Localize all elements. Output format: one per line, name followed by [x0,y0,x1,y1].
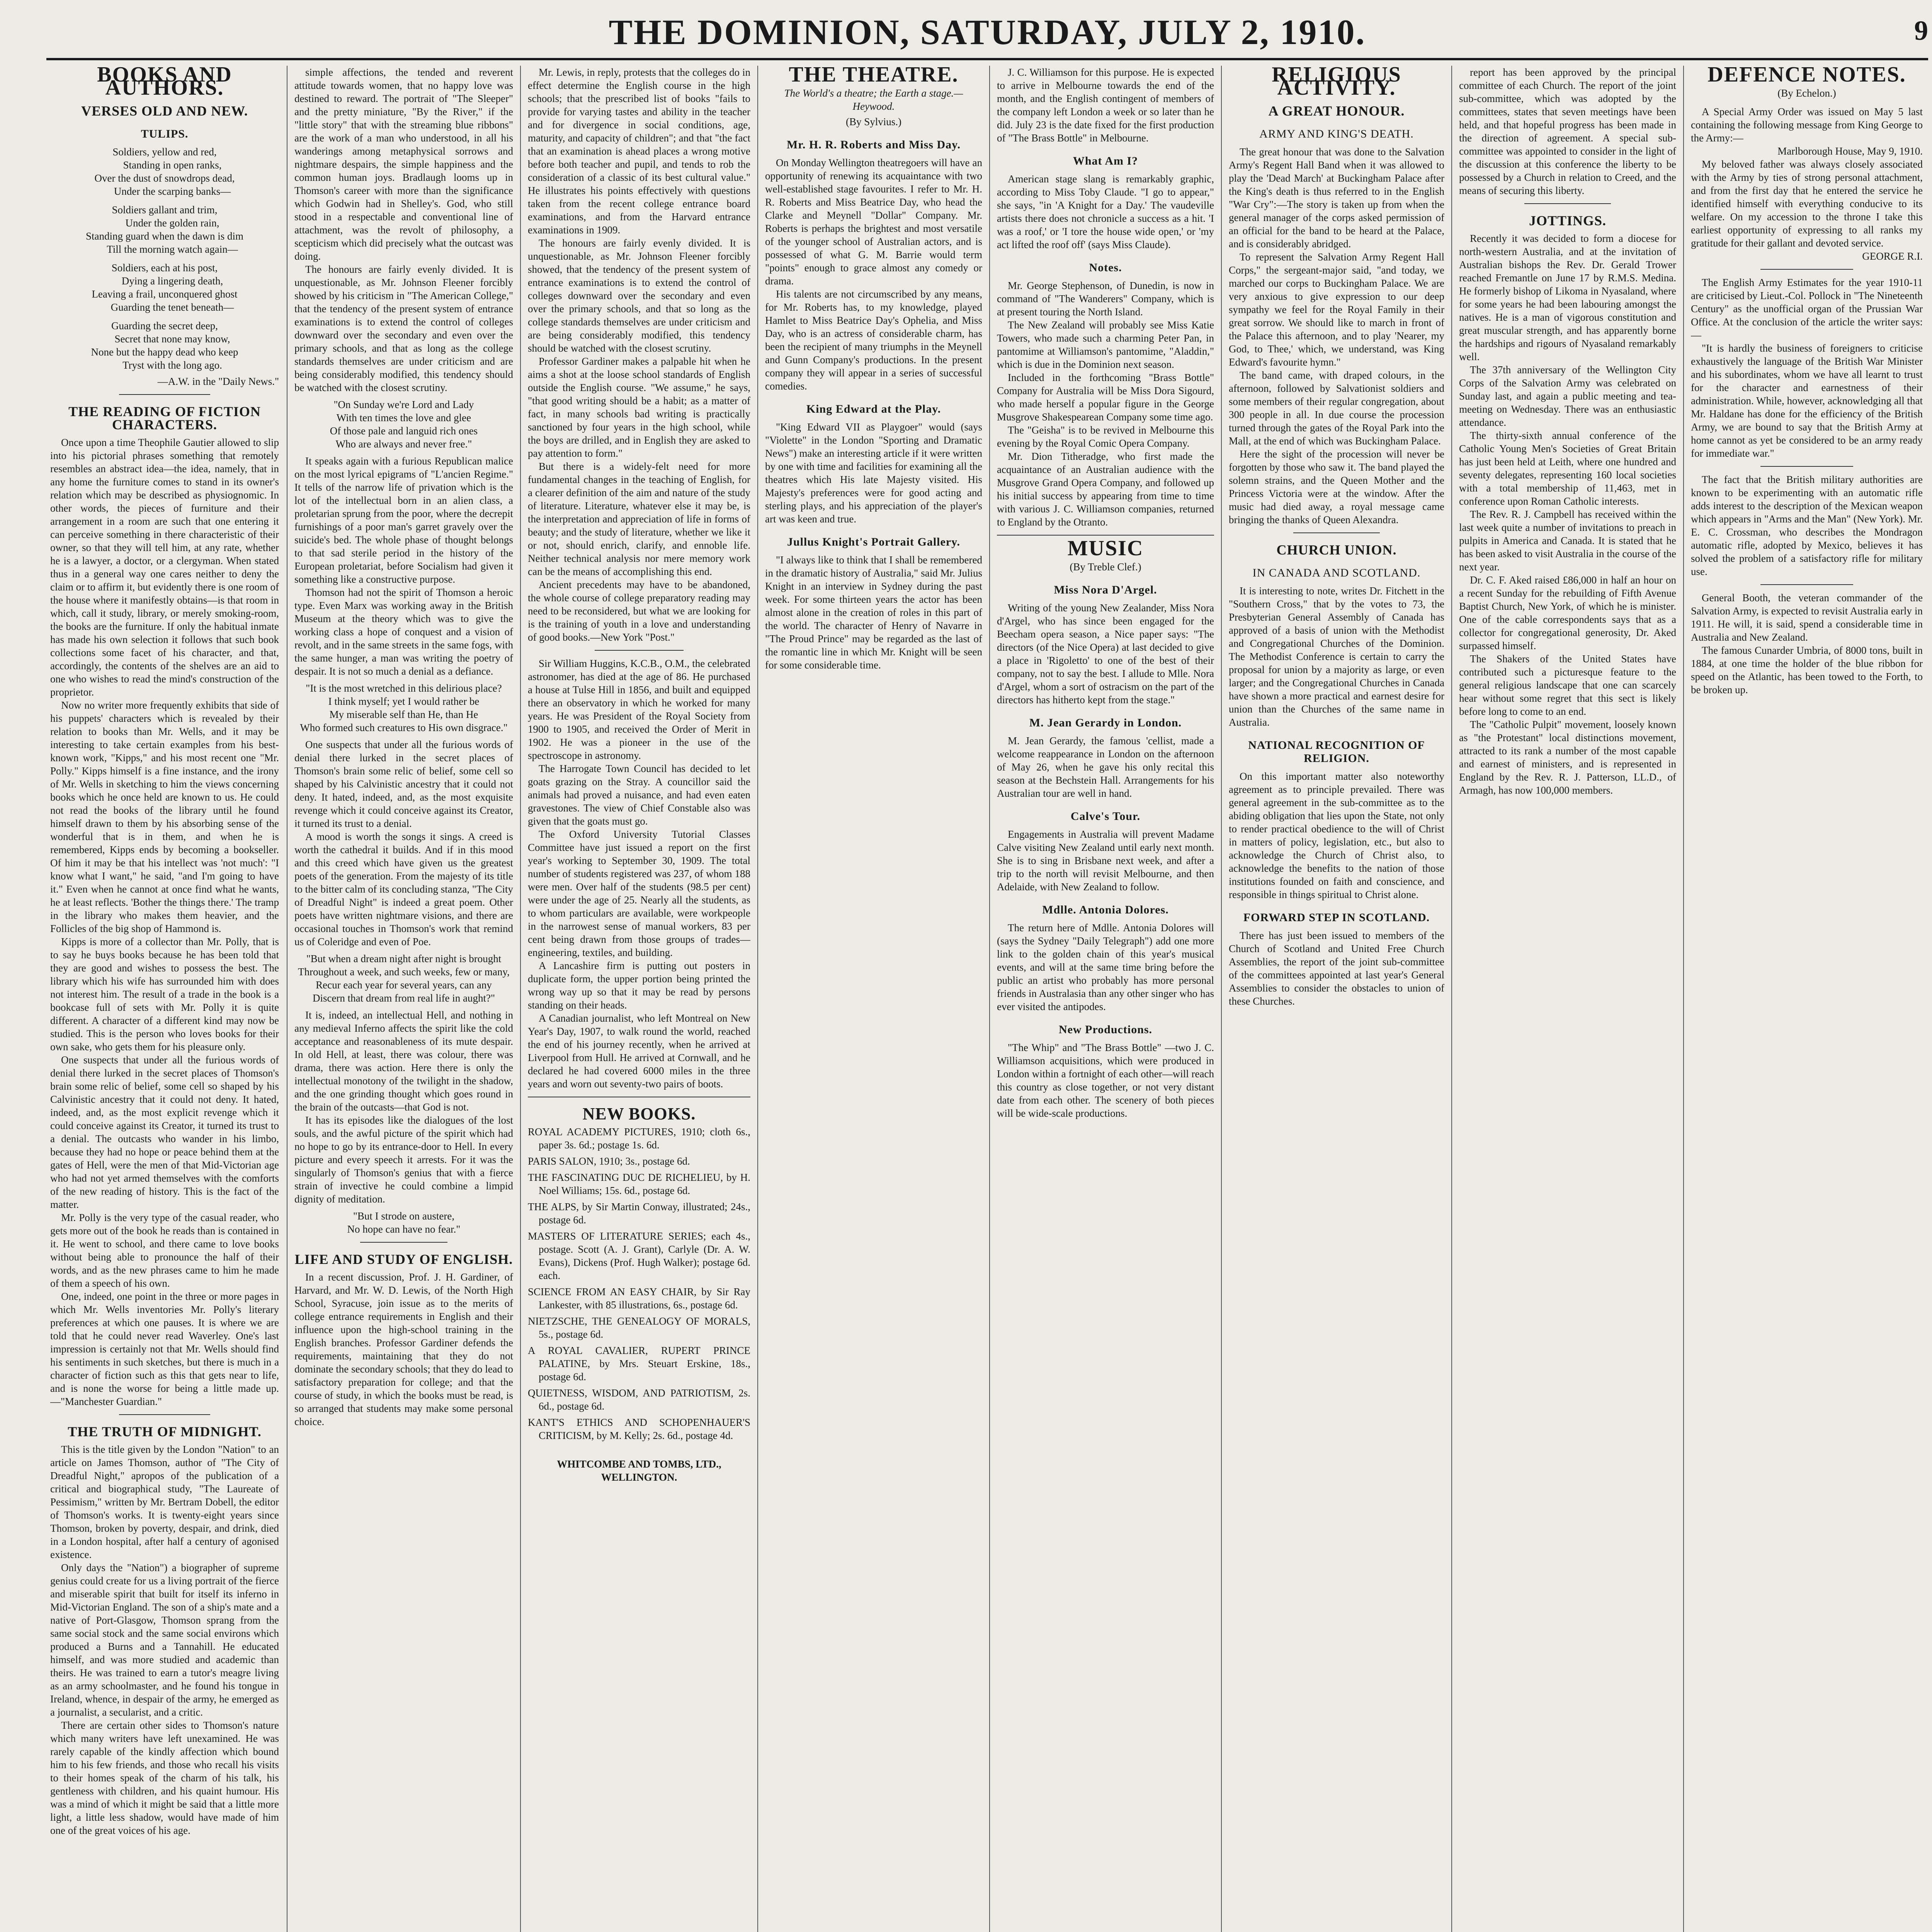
subheading-army-kings-death: ARMY AND KING'S DEATH. [1259,128,1414,140]
heading-life-study-english: LIFE AND STUDY OF ENGLISH. [294,1252,513,1267]
paragraph: "The Whip" and "The Brass Bottle" —two J. C. Williamson acquisitions, which were produced in London within a fortnight of each other—will reach this country as close together, or not very distant date from each other. The scenery of both pieces will be wide-scale productions. [997,1042,1214,1119]
poem-credit: —A.W. in the "Daily News." [157,376,279,387]
advertiser-name: WHITCOMBE AND TOMBS, LTD., [557,1458,721,1470]
column-books-and-authors [50,66,279,1932]
byline: (By Treble Clef.) [1070,561,1141,573]
heading-nora-dargel: Miss Nora D'Argel. [1054,583,1157,596]
column-3 [528,66,750,1932]
paragraph: Now no writer more frequently exhibits that side of his puppets' characters which is revealed by their relation to books than Mr. Wells, and it may be interesting to take certain examples from his best-known work, "Kipps," and his most recent one "Mr. Polly." Kipps himself is a fine instance, and the irony of Mr. Wells in sketching to him the views concerning books which he once held are known to us. He could not read the books of the library until he found himself drawn to them by his absorbing sense of the wonderful that is in them, and when he is remembered, Kipps ends by becoming a bookseller. Of him it may be that his intellect was 'not much': "I know what I want," he said, "and I'm going to have it." Even when he cannot at once find what he wants, he at least reflects. 'Bother the things there.' The tramp in the library who makes them heavier, and the Follicles of the big shop of Hammond is. [50,699,279,934]
paragraph: The thirty-sixth annual conference of the Catholic Young Men's Societies of Great Britain has just been held at Leith, where one hundred and seventy delegates, representing 160 local societies with a total membership of 11,463, met in conference upon Roman Catholic interests. [1459,430,1676,507]
separator [1760,584,1853,585]
separator [360,1242,447,1243]
heading-great-honour: A GREAT HONOUR. [1268,103,1405,119]
heading-roberts: Mr. H. R. Roberts and Miss Day. [787,138,961,151]
column-divider [989,66,990,1932]
poem-line: Leaving a frail, unconquered ghost [92,288,238,300]
paragraph: The English Army Estimates for the year 1910-11 are criticised by Lieut.-Col. Pollock in "The Nineteenth Century" as the unofficial organ of the Prussian War Office. At the conclusion of the article the writer says:— [1691,277,1923,341]
newspaper-title: THE DOMINION, SATURDAY, JULY 2, 1910. [609,12,1366,52]
paragraph: Recently it was decided to form a diocese for north-western Australia, and at the invitation of Australian bishops the Rev. Dr. Gerald Trower reached Fremantle on June 17 by R.M.S. Medina. He formerly bishop of Likoma in Nyasaland, where for some years he had been labouring amongst the natives. He is a man of vigorous constitution and great muscular strength, and has apparently borne the hardships and rigours of Nyasaland remarkably well. [1459,233,1676,362]
heading-what-am-i: What Am I? [1073,155,1138,167]
column-divider [1451,66,1452,1932]
list-item: KANT'S ETHICS AND SCHOPENHAUER'S CRITICISM, by M. Kelly; 2s. 6d., postage 4d. [528,1417,750,1441]
page-number: 9 [1914,15,1928,46]
poem-line: Dying a lingering death, [121,275,223,287]
masthead [46,12,1928,54]
dateline: Marlborough House, May 9, 1910. [1777,145,1923,157]
theatre-motto: The World's a theatre; the Earth a stage.—Heywood. [784,87,963,112]
paragraph: It is interesting to note, writes Dr. Fitchett in the "Southern Cross," that by the votes to 73, the Presbyterian General Assembly of Canada has approved of a basis of union with the Methodist and Congregational Churches of the Dominion. The Methodist Conference is certain to carry the proposal for union by a majority as large, or even larger; and the Congregational Churches in Canada have shown a more practical and earnest desire for union than the Churches of the same name in Australia. [1229,585,1444,728]
heading-king-edward: King Edward at the Play. [806,403,941,415]
section-heading-music: MUSIC [1067,536,1144,560]
paragraph: To represent the Salvation Army Regent Hall Corps," the sergeant-major said, "and today, we marched our corps to Buckingham Palace. We are very anxious to give expression to our deep sympathy we feel for the Royal Family in their great sorrow. We should like to march in front of the Palace this afternoon, and to play 'Nearer, my God, to Thee,' which, we understand, was King Edward's favourite hymn." [1229,251,1444,368]
list-item: A ROYAL CAVALIER, RUPERT PRINCE PALATINE, by Mrs. Steuart Erskine, 18s., postage 6d. [528,1345,750,1383]
heading-fiction: THE READING OF FICTION CHARACTERS. [68,404,261,432]
new-books-heading: NEW BOOKS. [582,1104,696,1123]
paragraph: "I always like to think that I shall be remembered in the dramatic history of Australia," said Mr. Julius Knight in an interview in Sydney during the past week. For some thirteen years the actor has been almost alone in the creation of roles in this part of the world. The character of Henry of Navarre in "The Proud Prince" may be regarded as the last of the romantic line in which Mr. Knight will be seen for some considerable time. [765,554,982,671]
separator [119,1414,211,1415]
paragraph: One suspects that under all the furious words of denial there lurked in the secret places of Thomson's brain some relic of belief, some cell so shaped by his Calvinistic ancestry that it could not deny. It hated, indeed, and, as the most explicit revenge which it could conceive against its Creator, it turned its trust to a denial. The outcasts who wander in his limbo, because they had no hope or peace behind them at the gates of Hell, were the men of that Mid-Victorian age who had not yet armed themselves with the comforts of the new reading of history. This is the fact of the matter. [50,1054,279,1210]
column-divider [1221,66,1222,1932]
paragraph: The return here of Mdlle. Antonia Dolores will (says the Sydney "Daily Telegraph") add one more link to the golden chain of this year's musical events, and will at the same time bring before the public an artist who probably has more personal friends in Australasia than any other singer who has ever visited the antipodes. [997,922,1214,1012]
verse-quote: "But when a dream night after night is brought Throughout a week, and such weeks, few or many, Recur each year for several years, can any Discern that dream from real life in aught?" [298,953,510,1004]
paragraph: The honours are fairly evenly divided. It is unquestionable, as Mr. Johnson Fleener forcibly showed, that the tendency of the present system of entrance examinations is to extend the control of colleges downward over the secondary and even over the primary schools, and that so long as the college standards themselves are under criticism and are being considerably modified, this tendency should be watched with the closest scrutiny. [528,237,750,354]
list-item: MASTERS OF LITERATURE SERIES; each 4s., postage. Scott (A. J. Grant), Carlyle (Dr. A. W. Evans), Dickens (Prof. Hugh Walker); postage 6d. each. [528,1230,750,1281]
heading-jullus-knight: Jullus Knight's Portrait Gallery. [787,536,960,548]
advertiser [528,1458,750,1484]
paragraph: Mr. George Stephenson, of Dunedin, is now in command of "The Wanderers" Company, which is at present touring the North Island. [997,280,1214,318]
paragraph: American stage slang is remarkably graphic, according to Miss Toby Claude. "I go to appear," she says, "in 'A Knight for a Day.' The vaudeville artists there does not chronicle a success as a hit. 'I was a roof,' or 'I tore the house wide open,' or 'my act lifted the roof off' (says Miss Claude). [997,173,1214,250]
poem-title: TULIPS. [141,128,189,140]
heading-jottings: JOTTINGS. [1529,213,1607,228]
column-2 [294,66,513,1932]
poem-line: Tryst with the long ago. [122,359,222,371]
paragraph: In a recent discussion, Prof. J. H. Gardiner, of Harvard, and Mr. W. D. Lewis, of the North High School, Syracuse, join issue as to the merits of college entrance requirements in English and their influence upon the high-school training in the English branches. Professor Gardiner defends the requirements, maintaining that they do not dominate the secondary schools; that they do lead to satisfactory preparation for college; and that the course of study, in which the books must be read, is so arranged that students may make some personal choice. [294,1271,513,1427]
poem-line: Under the golden rain, [125,217,219,229]
subheading-canada-scotland: IN CANADA AND SCOTLAND. [1252,566,1421,579]
paragraph: It is, indeed, an intellectual Hell, and nothing in any medieval Inferno affects the spirit like the cold acceptance and reasonableness of its mute despair. In old Hell, at least, there was colour, there was drama, there was action. Here there is only the intellectual monotony of the twilight in the shadow, and the one grinding thought which goes round in the brain of the outcasts—that God is not. [294,1009,513,1113]
paragraph: His talents are not circumscribed by any means, for Mr. Roberts has, to my knowledge, played Hamlet to Miss Beatrice Day's Ophelia, and Miss Day, who is an actress of considerable charm, has been the recipient of many triumphs in the Meynell and Gunn Company's productions. In the present company they will appear in a series of successful comedies. [765,288,982,392]
paragraph: Professor Gardiner makes a palpable hit when he aims a shot at the loose school standards of English outside the English course. "We assume," he says, "that good writing should be a habit; as a matter of fact, in many schools bad writing is practically sanctioned by four years in the high school, while the boys are drilled, and in English they are asked to pay attention to form." [528,355,750,459]
byline: (By Sylvius.) [845,116,902,128]
signature: GEORGE R.I. [1862,250,1923,262]
column-divider [757,66,758,1932]
paragraph: A Lancashire firm is putting out posters in duplicate form, the upper portion being printed the wrong way up so that it may be read by persons standing on their heads. [528,960,750,1011]
column-defence [1691,66,1923,1932]
advertiser-city: WELLINGTON. [601,1471,677,1483]
heading-notes: Notes. [1089,261,1122,274]
column-theatre [765,66,982,1932]
paragraph: It has its episodes like the dialogues of the lost souls, and the awful picture of the spirit which had no hope to go by its entrance-door to Hell. In every picture and every speech it arrests. For it was the singularly of Thomson's genius that with a fierce strain of invective he could combine a limpid dignity of meditation. [294,1114,513,1205]
column-religious [1229,66,1444,1932]
paragraph: Dr. C. F. Aked raised £86,000 in half an hour on a recent Sunday for the rebuilding of Fifth Avenue Baptist Church, New York, of which he is minister. One of the cable correspondents says that as a collector for congregational generosity, Dr. Aked surpassed himself. [1459,574,1676,651]
paragraph: Thomson had not the spirit of Thomson a heroic type. Even Marx was working away in the British Museum at the theory which was to give the working class a hope of conquest and a vision of revolt, and in the same streets in the same fogs, with the same hunger, a man was writing the poetry of despair. It is not so much a denial as a defiance. [294,587,513,677]
paragraph: Ancient precedents may have to be abandoned, the whole course of college preparatory reading may need to be reconsidered, but what we are looking for is the training of youth in a love and understanding of good books.—New York "Post." [528,579,750,643]
paragraph: But there is a widely-felt need for more fundamental changes in the teaching of English, for a clearer definition of the aim and nature of the study of literature. Literature, whatever else it may be, is the interpretation and appreciation of life in forms of beauty; and the study of literature, whether we like it or not, should enrich, clarify, and ennoble life. Neither technical analysis nor mere memory work can be the means of accomplishing this end. [528,461,750,577]
column-5 [997,66,1214,1932]
new-books-list [528,1125,750,1442]
paragraph: J. C. Williamson for this purpose. He is expected to arrive in Melbourne towards the end of the month, and the English contingent of members of the company left London a week or so later than he did. July 23 is the date fixed for the first production of "The Brass Bottle" in Melbourne. [997,66,1214,144]
paragraph: The Harrogate Town Council has decided to let goats grazing on the Stray. A councillor said the animals had proved a nuisance, and had even eaten gravestones. The view of Chief Constable also was given that the goats must go. [528,763,750,827]
list-item: NIETZSCHE, THE GENEALOGY OF MORALS, 5s., postage 6d. [528,1315,750,1340]
poem-line: None but the happy dead who keep [91,346,238,358]
poem-line: Guarding the tenet beneath— [111,301,234,313]
poem-line: Soldiers, yellow and red, [112,146,217,158]
paragraph: The "Geisha" is to be revived in Melbourne this evening by the Royal Comic Opera Company. [997,424,1214,449]
paragraph: The Shakers of the United States have contributed such a picturesque feature to the general religious landscape that one can scarcely hear without some regret that this sect is likely before long to come to an end. [1459,653,1676,717]
paragraph: One suspects that under all the furious words of denial there lurked in the secret places of Thomson's brain some relic of belief, some cell so shaped by his Calvinistic ancestry that it could not deny. It hated, indeed, and, as the most exquisite revenge which it could conceive against its Creator, it turned its trust to a denial. [294,739,513,829]
separator [595,650,684,651]
paragraph: There has just been issued to members of the Church of Scotland and United Free Church Assemblies, the report of the joint sub-committee of the committees appointed at last year's General Assemblies to consider the obstacles to union of these Churches. [1229,930,1444,1007]
byline: (By Echelon.) [1777,87,1836,99]
paragraph: Included in the forthcoming "Brass Bottle" Company for Australia will be Miss Dora Sigourd, who made herself a popular figure in the George Musgrove Shakespearean Company some time ago. [997,372,1214,423]
paragraph: Engagements in Australia will prevent Madame Calve visiting New Zealand until early next month. She is to sing in Brisbane next week, and after a trip to the north will revisit Melbourne, and then Adelaide, with New Zealand to follow. [997,828,1214,893]
column-divider [520,66,521,1932]
paragraph: The New Zealand will probably see Miss Katie Towers, who made such a charming Peter Pan, in pantomime at Williamson's pantomime, "Aladdin," which is due in the Dominion next season. [997,319,1214,370]
section-heading-books: BOOKS AND AUTHORS. [97,66,232,100]
poem-line: Under the scarping banks— [114,185,231,197]
paragraph: My beloved father was always closely associated with the Army by ties of strong personal attachment, and from the first day that he entered the service he identified himself with everything conducive to its welfare. On my accession to the throne I take this earliest opportunity of expressing to all ranks my gratitude for their gallant and devoted service. [1691,158,1923,249]
poem-line: Over the dust of snowdrops dead, [94,172,235,184]
section-heading-theatre: THE THEATRE. [789,66,959,87]
column-divider [1683,66,1684,1932]
separator [1293,532,1379,533]
paragraph: "King Edward VII as Playgoer" would (says "Violette" in the London "Sporting and Dramatic News") make an interesting article if it were written by one with time and facilities for examining all the theatres which His late Majesty visited. His Majesty's preferences were for good acting and sterling plays, and his appreciation of the player's art was keen and true. [765,421,982,525]
paragraph: Writing of the young New Zealander, Miss Nora d'Argel, who has since been engaged for the Beecham opera season, a Nice paper says: "The directors (of the Nice Opera) at last decided to give a place in 'Rigoletto' to one of the best of their company, not to say the best. I allude to Mlle. Nora d'Argel, whom a sort of ostracism on the part of the directors has hitherto kept from the stage." [997,602,1214,706]
paragraph: On Monday Wellington theatregoers will have an opportunity of renewing its acquaintance with two well-established stage favourites. I refer to Mr. H. R. Roberts and Miss Beatrice Day, who head the Clarke and Meynell "Dollar" Company. Mr. Roberts is perhaps the brightest and most versatile of the younger school of Australian actors, and is possessed of what G. M. Barrie would term "points" enough to grace almost any comedy or drama. [765,157,982,287]
list-item: THE ALPS, by Sir Martin Conway, illustrated; 24s., postage 6d. [528,1201,750,1226]
poem-line: Soldiers gallant and trim, [112,204,218,216]
heading-verses: VERSES OLD AND NEW. [81,103,248,119]
list-item: THE FASCINATING DUC DE RICHELIEU, by H. Noel Williams; 15s. 6d., postage 6d. [528,1172,750,1196]
list-item: QUIETNESS, WISDOM, AND PATRIOTISM, 2s. 6d., postage 6d. [528,1387,750,1412]
poem-tulips [50,145,279,372]
paragraph: Mr. Polly is the very type of the casual reader, who gets more out of the book he reads than is contained in it. He went to school, and there came to love books without being able to pronounce the half of their words, and as the new phrases came to him he made of them a speech of his own. [50,1212,279,1289]
verse-quote: "But I strode on austere, No hope can have no fear." [347,1210,461,1235]
poem-line: Secret that none may know, [114,333,230,345]
heading-new-productions: New Productions. [1058,1023,1153,1036]
paragraph: A Special Army Order was issued on May 5 last containing the following message from King George to the Army:— [1691,106,1923,144]
paragraph: It speaks again with a furious Republican malice on the most lyrical epigrams of "L'ancien Regime." It tells of the narrow life of privation which is the lot of the intellectual born in an alien class, a proletarian sprung from the poor, where the decrepit furnishings of a poor man's garret gravely over the suicide's bed. The whole phase of thought belongs to that sad sterile period in the history of the European proletariat, before Socialism had given it something like a constructive purpose. [294,455,513,585]
paragraph: This is the title given by the London "Nation" to an article on James Thomson, author of "The City of Dreadful Night," apropos of the publication of a critical and biographical study, "The Laureate of Pessimism," written by Mr. Bertram Dobell, the editor of Thomson's works. It is twenty-eight years since Thomson, broken by poverty, despair, and drink, died in a London hospital, after half a century of agonised existence. [50,1444,279,1560]
paragraph: The 37th anniversary of the Wellington City Corps of the Salvation Army was celebrated on Sunday last, and again a public meeting and tea-meeting on Wednesday. There was an enthusiastic attendance. [1459,364,1676,428]
heading-gerardy: M. Jean Gerardy in London. [1029,716,1182,729]
paragraph: The honours are fairly evenly divided. It is unquestionable, as Mr. Johnson Fleener forcibly showed by his criticism in "The American College," that the tendency of the present system of entrance examinations is to extend the control of colleges downward over the secondary and even over the primary schools, and that as long as the college standards themselves are under criticism and are being considerably modified, this tendency should be watched with the closest scrutiny. [294,264,513,393]
poem-line: Guarding the secret deep, [111,320,218,332]
paragraph: On this important matter also noteworthy agreement as to principle prevailed. There was general agreement in the sub-committee as to the abiding obligation that lies upon the State, not only to render practical obedience to the will of Christ in matters of policy, legislation, etc., but also to acknowledge the Church of Christ also, to acknowledge the benefits to the nation of those institutions founded on faith and conscience, and responsible in things spiritual to Christ alone. [1229,770,1444,900]
list-item: ROYAL ACADEMY PICTURES, 1910; cloth 6s., paper 3s. 6d.; postage 1s. 6d. [528,1126,750,1151]
column-7 [1459,66,1676,1932]
paragraph: M. Jean Gerardy, the famous 'cellist, made a welcome reappearance in London on the afternoon of May 26, when he gave his only recital this season at the Bechstein Hall. Arrangements for his Australian tour are well in hand. [997,735,1214,799]
paragraph: Sir William Huggins, K.C.B., O.M., the celebrated astronomer, has died at the age of 86. He purchased a house at Tulse Hill in 1856, and built and equipped there an observatory in which he worked for many years. He was President of the Royal Society from 1900 to 1905, and received the Order of Merit in 1902. He was a pioneer in the use of the spectroscope in astronomy. [528,658,750,761]
separator [997,535,1214,536]
heading-forward-step: FORWARD STEP IN SCOTLAND. [1243,911,1430,924]
separator [1760,466,1853,467]
paragraph: The Oxford University Tutorial Classes Committee have just issued a report on the first year's working to September 30, 1909. The total number of students registered was 237, of whom 188 were men. Over half of the students (98.5 per cent) were under the age of 25. Nearly all the students, as to whom particulars are available, were workpeople in the narrowest sense of manual workers, 83 per cent being drawn from those groups of trades—engineering, textiles, and building. [528,828,750,958]
poem-line: Standing in open ranks, [123,159,222,171]
paragraph: Mr. Lewis, in reply, protests that the colleges do in effect determine the English course in the high schools; that the prescribed list of books "fails to provide for varying tastes and ability in the teacher and for divergence in social conditions, age, maturity, and capacity of children"; and that "the fact that an examination is ahead places a wrong motive before both teacher and pupil, and tends to rob the consideration of a classic of its best cultural value." He illustrates his points effectively with questions taken from the recent college entrance board examinations, and from the Harvard entrance examinations in 1909. [528,66,750,236]
heading-truth-midnight: THE TRUTH OF MIDNIGHT. [68,1424,262,1439]
paragraph: The band came, with draped colours, in the afternoon, followed by Salvationist soldiers and some members of their regular congregation, about 300 people in all. In due course the procession turned through the gates of the Royal Park into the Mall, at the end of which was Buckingham Palace. [1229,369,1444,447]
paragraph: Kipps is more of a collector than Mr. Polly, that is to say he buys books because he has been told that they are good and wishes to possess the best. The library which his wife has surrounded him with does not interest him. The result of a trade in the book is a bookcase full of sets with Mr. Polly it is quite different. A character of a different kind may now be studied. This is the person who loves books for their own sake, who gets them for his pleasure only. [50,936,279,1053]
paragraph: A Canadian journalist, who left Montreal on New Year's Day, 1907, to walk round the world, reached the end of his journey recently, when he arrived at Liverpool from Hull. He arrived at Cornwall, and he declared he had covered 6000 miles in the three years and worn out seventy-two pairs of boots. [528,1012,750,1090]
verse-quote: "On Sunday we're Lord and Lady With ten times the love and glee Of those pale and languid rich ones Who are always and never free." [330,399,478,450]
paragraph: General Booth, the veteran commander of the Salvation Army, is expected to revisit Australia early in 1911. He will, it is said, spend a considerable time in Australia and New Zealand. [1691,592,1923,643]
paragraph: The famous Cunarder Umbria, of 8000 tons, built in 1884, at one time the holder of the blue ribbon for speed on the Atlantic, has been towed to the Forth, to be broken up. [1691,645,1923,696]
poem-line: Standing guard when the dawn is dim [86,230,243,242]
paragraph: The "Catholic Pulpit" movement, loosely known as "the Protestant" local distinctions movement, attracted to its rank a number of the most capable and earnest of ministers, and is represented in England by the Rev. R. J. Patterson, LL.D., of Armagh, has now 100,000 members. [1459,719,1676,796]
heading-calve: Calve's Tour. [1070,810,1141,823]
section-heading-religious: RELIGIOUS ACTIVITY. [1272,66,1401,100]
list-item: PARIS SALON, 1910; 3s., postage 6d. [528,1155,690,1167]
poem-line: Soldiers, each at his post, [111,262,218,274]
separator [1760,269,1853,270]
paragraph: report has been approved by the principal committee of each Church. The report of the joint sub-committee, which was adopted by the committees, states that seven meetings have been held, and that hopeful progress has been made in the direction of agreement. A special sub-committee was appointed to consider in the light of the discussion at this conference the liberty to be possessed by a Church in relation to Creed, and the means of securing this liberty. [1459,66,1676,196]
heading-dolores: Mdlle. Antonia Dolores. [1042,903,1169,916]
paragraph: simple affections, the tended and reverent attitude towards women, that no happy love was destined to reward. The portrait of "The Sleeper" and the pretty miniature, "By the River," if the "little story" that with the streaming blue ribbons" are the work of a man who understood, in all his wanderings among metaphysical sorrows and nightmare despairs, the simple happiness and the common human joys. Bradlaugh looms up in Thomson's career with more than the significance which Godwin had in Shelley's. God, who still stood in a respectable and conventional line of attachment, was the revolt of philosophy, a scepticism which did precisely what the outcast was doing. [294,66,513,262]
paragraph: The Rev. R. J. Campbell has received within the last week quite a number of invitations to preach in pulpits in America and Canada. It is stated that he has been asked to visit Australia in the course of the next year. [1459,509,1676,573]
masthead-rule [46,58,1928,60]
separator [119,394,211,395]
paragraph: Once upon a time Theophile Gautier allowed to slip into his pictorial phrases something that remotely resembles an abstract idea—the idea, namely, that in any home the furniture comes to stand in its owner's relation which may be described as physiognomic. In other words, the pieces of furniture and their arrangement in a room are such that one entering it can perceive something in there characteristic of their owner, so that they will tell him, at any rate, whether he is a lawyer, a doctor, or a clergyman. When stated thus in a general way one cares neither to deny the claim or to affirm it, but evidently there is one room of the house where it manifestly obtains—is that room in which, call it study, library, or merely smoking-room, the books are the furniture. If only the habitual inmate has made his own selection it follows that such book collections some facet of his character, and that, accordingly, the contents of the shelves are an aid to one who wishes to read the mind's construction of the proprietor. [50,437,279,698]
separator [1524,203,1611,204]
paragraph: One, indeed, one point in the three or more pages in which Mr. Wells inventories Mr. Polly's literary preferences at which one pauses. It is where we are told that he could never read Waverley. One's last impression is certainly not that Mr. Wells should find his sentiments in such sketches, but there is much in a character of fiction such as this that gets near to life, and is none the worse for being a little made up.—"Manchester Guardian." [50,1291,279,1407]
section-heading-defence: DEFENCE NOTES. [1708,66,1906,87]
poem-line: Till the morning watch again— [107,243,238,255]
heading-church-union: CHURCH UNION. [1276,542,1397,558]
paragraph: There are certain other sides to Thomson's nature which many writers have left unexamined. He was rarely capable of the kindly affection which bound him to his few friends, and those who recall his visits to their homes speak of the charm of his talk, his gentleness with children, and his quaint humour. His was a mind of which it might be said that a little more light, a little less shadow, would have made of him one of the great voices of his age. [50,1719,279,1836]
paragraph: The fact that the British military authorities are known to be experimenting with an automatic rifle adds interest to the description of the Mexican weapon which appears in "Arms and the Man" (New York). Mr. E. C. Crossman, who describes the Mondragon automatic rifle, adopted by Mexico, believes it has solved the problem of a satisfactory rifle for military use. [1691,474,1923,577]
paragraph: "It is hardly the business of foreigners to criticise exhaustively the language of the British War Minister and his subordinates, whom we have all learnt to trust for the character and earnestness of their administration. While, however, acknowledging all that Mr. Haldane has done for the efficiency of the British Army, we are bound to say that the British Army at home cannot as yet be considered to be an army ready for immediate war." [1691,342,1923,459]
paragraph: Only days the "Nation") a biographer of supreme genius could create for us a living portrait of the fierce and miserable spirit that built for itself its inferno in Mid-Victorian England. The son of a ship's mate and a native of Port-Glasgow, Thomson sprang from the same social stock and the same social environs which produced a Burns and a Tannahill. He educated himself, and was more studied and academic than theirs. He was trained to earn a tutor's meagre living as an army schoolmaster, and he found his tongue in Ireland, whence, in despair of the army, he emerged as a journalist, a secularist, and a critic. [50,1562,279,1718]
list-item: SCIENCE FROM AN EASY CHAIR, by Sir Ray Lankester, with 85 illustrations, 6s., postage 6d. [528,1286,750,1311]
paragraph: Here the sight of the procession will never be forgotten by those who saw it. The band played the solemn strains, and the Queen Mother and the Princess Victoria were at the window. After the music had died away, a royal message came bringing the thanks of Queen Alexandra. [1229,448,1444,526]
heading-national-recognition: NATIONAL RECOGNITION OF RELIGION. [1248,739,1425,765]
paragraph: Mr. Dion Titheradge, who first made the acquaintance of an Australian audience with the Musgrove Grand Opera Company, and followed up his initial success by appearing from time to time with various J. C. Williamson companies, returned to England by the Otranto. [997,451,1214,528]
paragraph: The great honour that was done to the Salvation Army's Regent Hall Band when it was allowed to play the 'Dead March' at Buckingham Palace after the King's death is thus referred to in the English "War Cry":—The story is taken up from when the general manager of the corps asked permission of an official for the band to be heard at the Palace, and is considerably abridged. [1229,146,1444,250]
paragraph: A mood is worth the songs it sings. A creed is worth the cathedral it builds. And if in this mood and this creed which have given us the greatest poets of the generation. From the majesty of its title to the bitter calm of its concluding stanza, "The City of Dreadful Night" is indeed a great poem. Other poets have written nightmare visions, and there are occasional touches in Thomson's work that remind us of Coleridge and even of Poe. [294,831,513,947]
verse-quote: "It is the most wretched in this delirious place? I think myself; yet I would rather be My miserable self than He, than He Who formed such creatures to His own disgrace." [300,682,508,733]
